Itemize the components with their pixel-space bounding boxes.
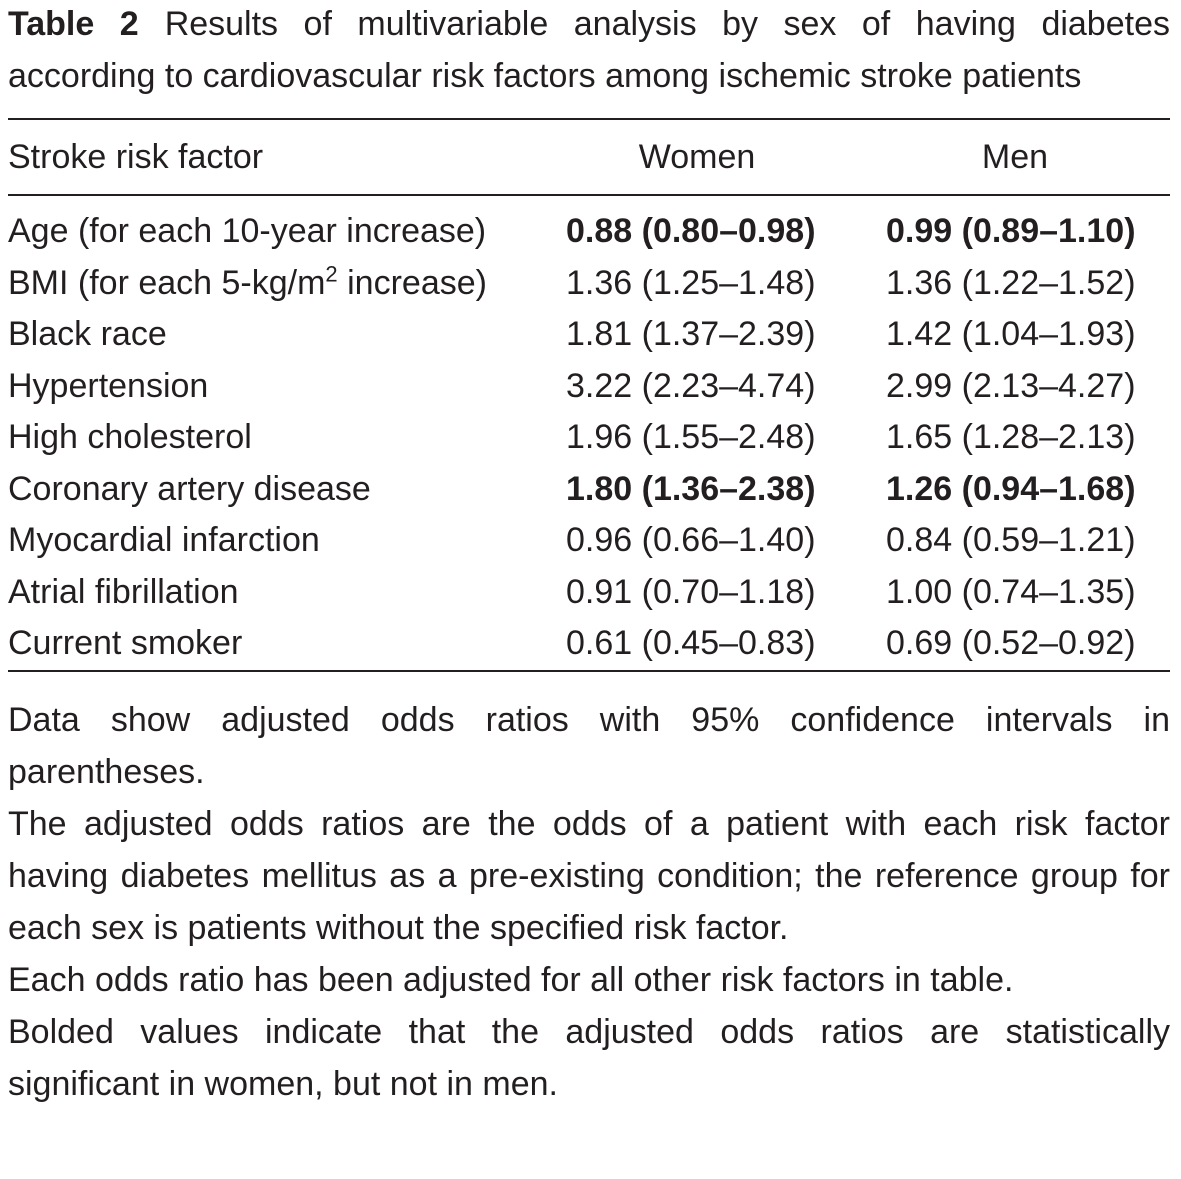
row-factor: Hypertension [8,366,209,405]
row-women-value: 0.96 (0.66–1.40) [566,521,816,560]
row-factor: Coronary artery disease [8,469,371,508]
row-men-value: 0.69 (0.52–0.92) [886,624,1136,663]
table-row [8,258,1170,310]
footnote: The adjusted odds ratios are the odds of a patient with each risk factor having diabetes mellitus as a pre-existing condition; the reference group for each sex is patients without the specified risk factor. [8,804,1170,947]
table-row [8,412,1170,464]
header-row [8,120,1170,195]
row-men-value: 1.65 (1.28–2.13) [886,418,1136,457]
row-factor: Atrial fibrillation [8,572,239,611]
header-men: Men [981,137,1049,176]
row-factor: Age (for each 10-year increase) [8,212,487,251]
table-row [8,618,1170,671]
row-women-value: 0.61 (0.45–0.83) [566,624,816,663]
row-women-value: 1.36 (1.25–1.48) [566,263,816,302]
row-women-value: 1.96 (1.55–2.48) [566,418,816,457]
footnote: Data show adjusted odds ratios with 95% confidence intervals in parentheses. [8,700,1170,791]
header-women: Women [638,137,756,176]
row-men-value: 1.00 (0.74–1.35) [886,572,1136,611]
table-caption [8,0,1170,102]
table-row [8,464,1170,516]
row-men-value: 0.84 (0.59–1.21) [886,521,1136,560]
row-women-value: 1.80 (1.36–2.38) [566,469,816,508]
row-factor: Current smoker [8,624,243,663]
results-table [8,120,1170,672]
header-risk-factor: Stroke risk factor [8,137,264,176]
row-women-value: 1.81 (1.37–2.39) [566,315,816,354]
table-row [8,515,1170,567]
row-factor: Myocardial infarction [8,521,320,560]
table-row [8,567,1170,619]
row-women-value: 3.22 (2.23–4.74) [566,366,816,405]
row-men-value: 1.36 (1.22–1.52) [886,263,1136,302]
row-men-value: 1.42 (1.04–1.93) [886,315,1136,354]
row-men-value: 1.26 (0.94–1.68) [886,469,1136,508]
footnote: Each odds ratio has been adjusted for all other risk factors in table. [8,960,1014,999]
table-row [8,361,1170,413]
table-figure [8,0,1170,1110]
table-title: Results of multivariable analysis by sex of having diabetes according to cardiovascular risk factors among ischemic stroke patients [8,5,1170,95]
row-women-value: 0.88 (0.80–0.98) [566,212,816,251]
table-row [8,309,1170,361]
row-women-value: 0.91 (0.70–1.18) [566,572,816,611]
footnote: Bolded values indicate that the adjusted odds ratios are statistically significant in women, but not in men. [8,1012,1170,1103]
table-label: Table 2 [8,5,139,43]
table-footnotes [8,694,1170,1110]
row-factor: Black race [8,315,167,354]
row-men-value: 2.99 (2.13–4.27) [886,366,1136,405]
row-factor: High cholesterol [8,418,252,457]
row-factor: BMI (for each $5-kg/m^2$ increase) [8,261,487,302]
table-row [8,196,1170,258]
row-men-value: 0.99 (0.89–1.10) [886,212,1136,251]
